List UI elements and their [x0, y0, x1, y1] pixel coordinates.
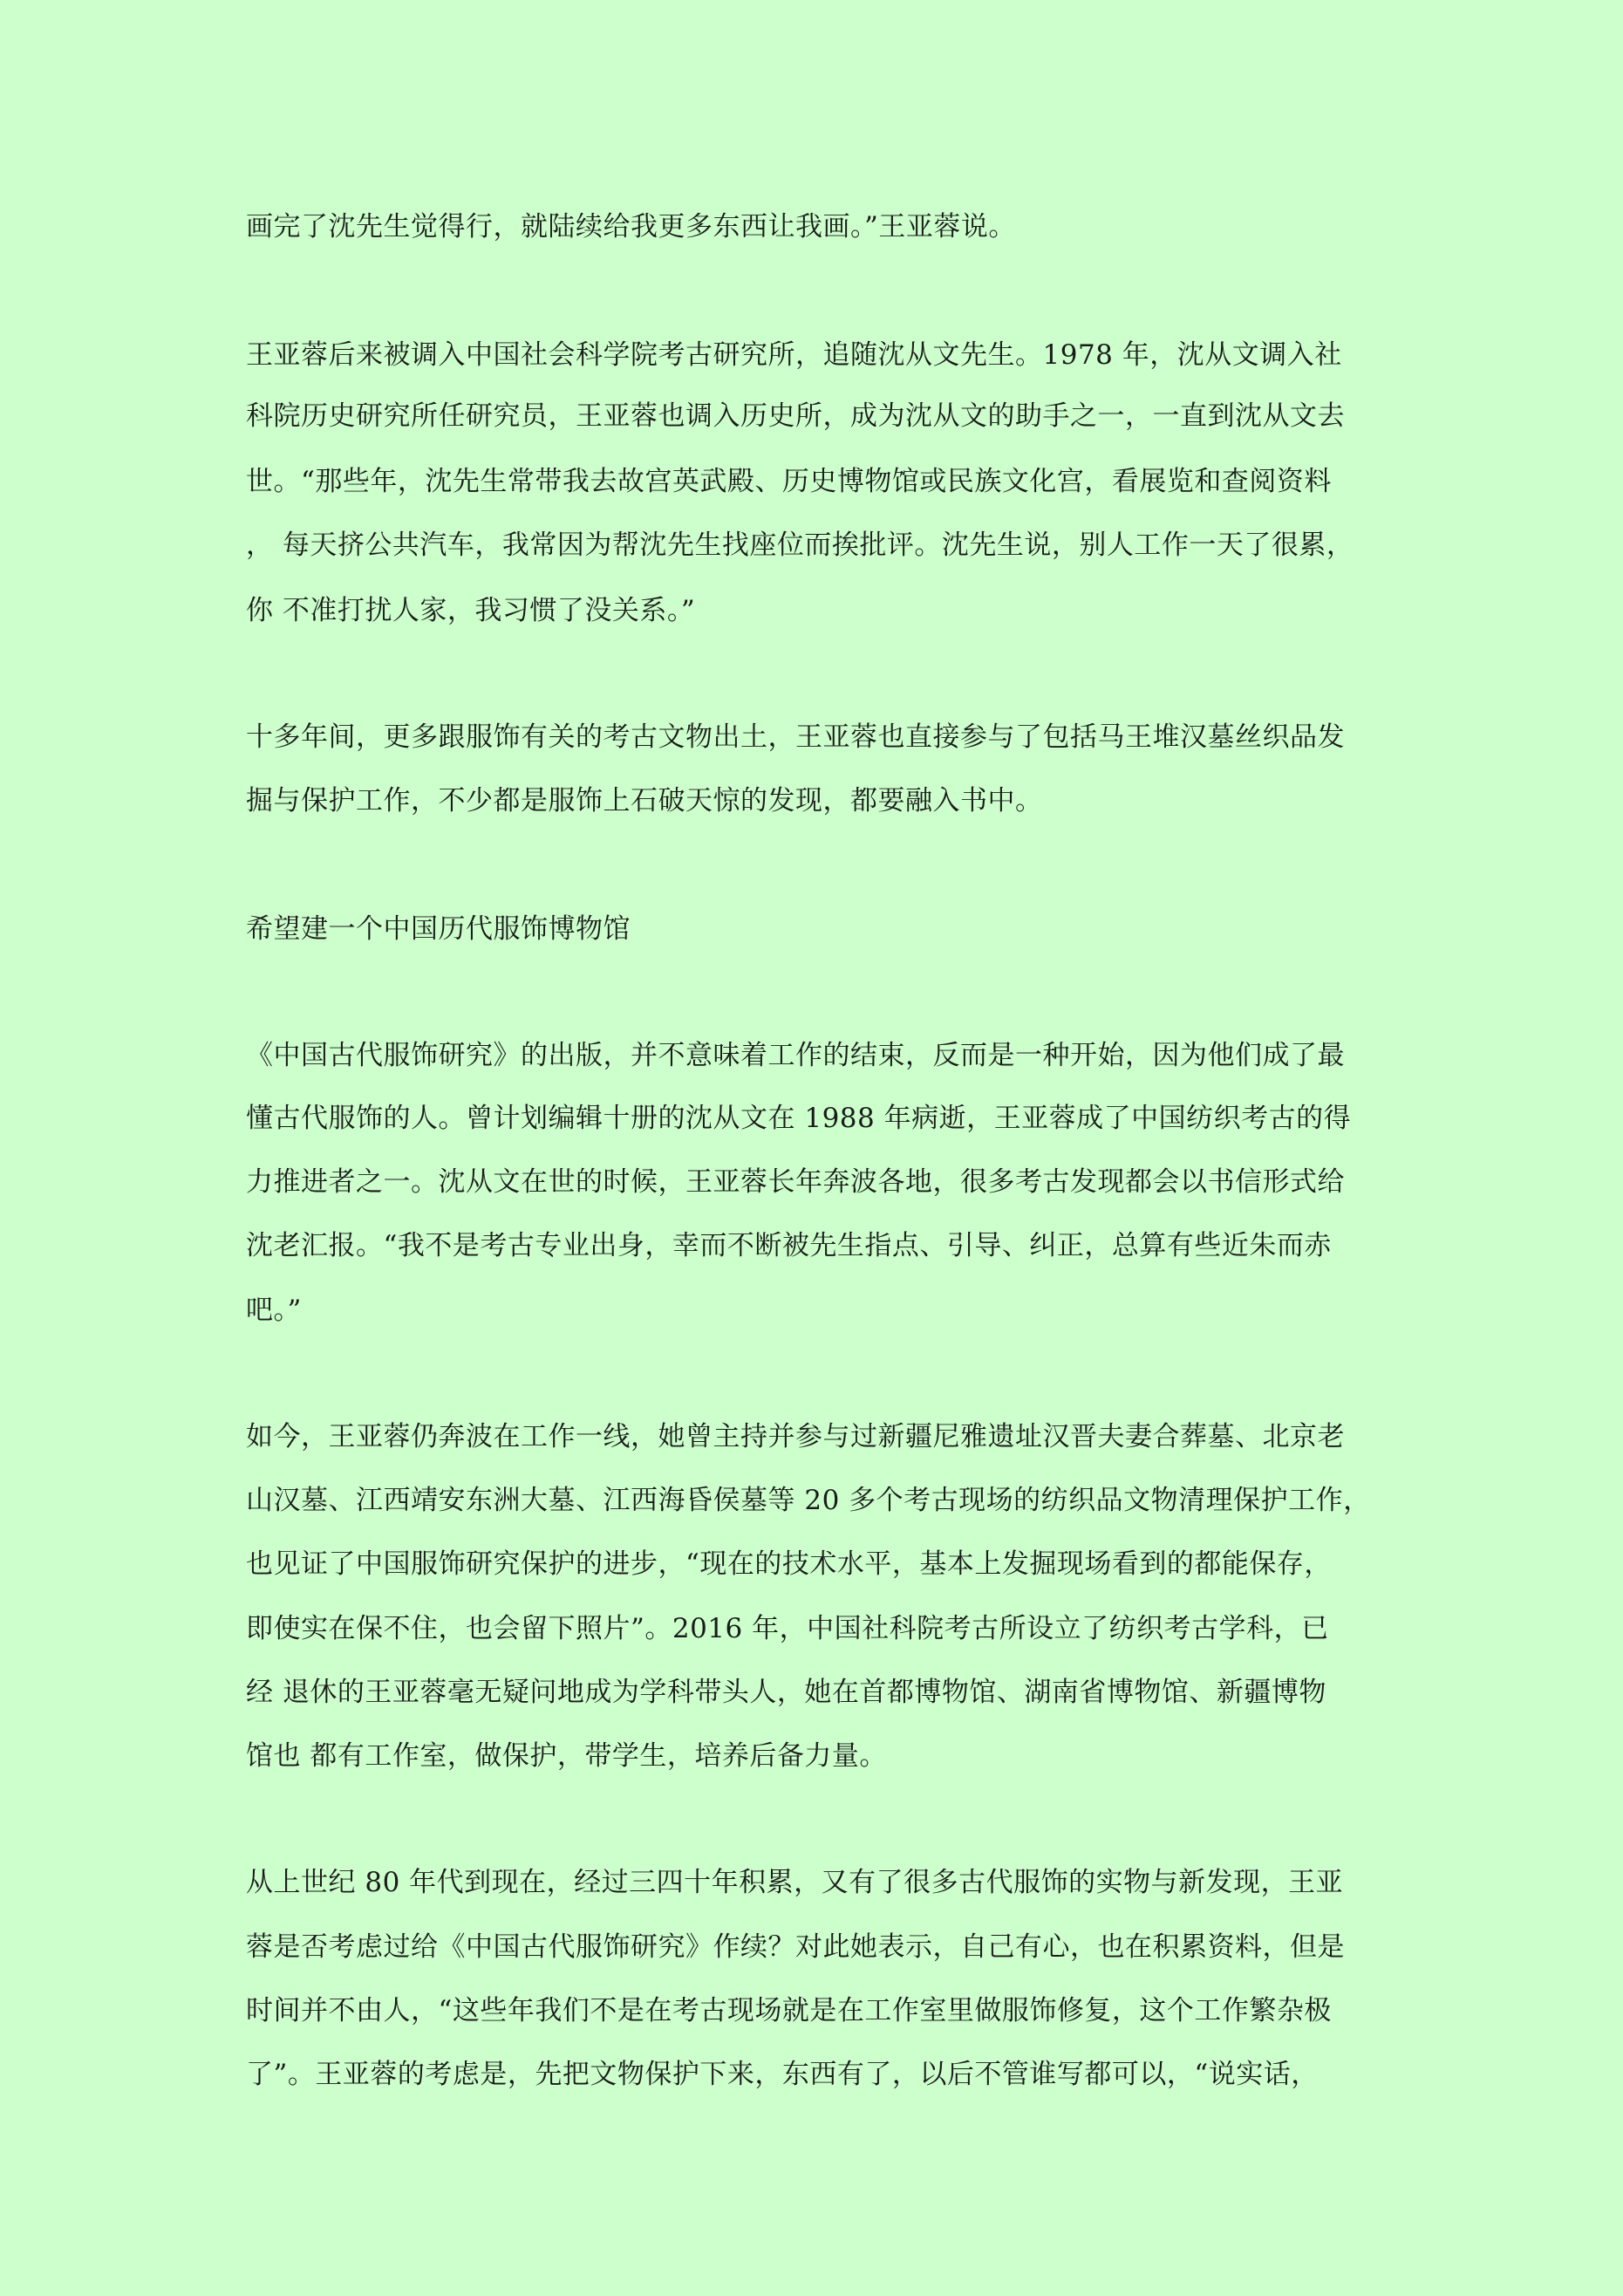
paragraph-line: 了”。王亚蓉的考虑是，先把文物保护下来，东西有了，以后不管谁写都可以，“说实话， [246, 2059, 1319, 2090]
paragraph-line: 从上世纪 80 年代到现在，经过三四十年积累，又有了很多古代服饰的实物与新发现，王亚 [246, 1867, 1344, 1898]
paragraph-line: 馆也 都有工作室，做保护，带学生，培养后备力量。 [246, 1740, 887, 1772]
paragraph-line: 《中国古代服饰研究》的出版，并不意味着工作的结束，反而是一种开始，因为他们成了最 [246, 1040, 1345, 1071]
paragraph-line: 画完了沈先生觉得行，就陆续给我更多东西让我画。”王亚蓉说。 [246, 211, 1016, 243]
paragraph-line: 山汉墓、江西靖安东洲大墓、江西海昏侯墓等 20 多个考古现场的纺织品文物清理保护工作， [246, 1485, 1371, 1516]
paragraph-line: 沈老汇报。“我不是考古专业出身，幸而不断被先生指点、引导、纠正，总算有些近朱而赤 [246, 1230, 1332, 1261]
paragraph-line: 你 不准打扰人家，我习惯了没关系。” [246, 595, 696, 626]
paragraph-line: 十多年间，更多跟服饰有关的考古文物出土，王亚蓉也直接参与了包括马王堆汉墓丝织品发 [246, 721, 1345, 753]
paragraph-line: 科院历史研究所任研究员，王亚蓉也调入历史所，成为沈从文的助手之一，一直到沈从文去 [246, 400, 1345, 432]
paragraph-line: 掘与保护工作，不少都是服饰上石破天惊的发现，都要融入书中。 [246, 785, 1043, 817]
paragraph-line: ， 每天挤公共汽车，我常因为帮沈先生找座位而挨批评。沈先生说，别人工作一天了很累， [246, 530, 1354, 561]
paragraph-line: 世。“那些年，沈先生常带我去故宫英武殿、历史博物馆或民族文化宫，看展览和查阅资料 [246, 466, 1332, 497]
section-heading: 希望建一个中国历代服饰博物馆 [246, 913, 631, 945]
paragraph-line: 懂古代服饰的人。曾计划编辑十册的沈从文在 1988 年病逝，王亚蓉成了中国纺织考古的得 [246, 1103, 1352, 1134]
paragraph-line: 时间并不由人，“这些年我们不是在考古现场就是在工作室里做服饰修复，这个工作繁杂极 [246, 1995, 1332, 2026]
paragraph-line: 也见证了中国服饰研究保护的进步，“现在的技术水平，基本上发掘现场看到的都能保存， [246, 1548, 1332, 1580]
paragraph-line: 即使实在保不住，也会留下照片”。2016 年，中国社科院考古所设立了纺织考古学科，已 [246, 1613, 1329, 1644]
paragraph-line: 经 退休的王亚蓉毫无疑问地成为学科带头人，她在首都博物馆、湖南省博物馆、新疆博物 [246, 1677, 1326, 1708]
paragraph-line: 吧。” [246, 1295, 302, 1326]
paragraph-line: 如今，王亚蓉仍奔波在工作一线，她曾主持并参与过新疆尼雅遗址汉晋夫妻合葬墓、北京老 [246, 1421, 1345, 1452]
paragraph-line: 蓉是否考虑过给《中国古代服饰研究》作续？对此她表示，自己有心，也在积累资料，但是 [246, 1931, 1345, 1963]
paragraph-line: 王亚蓉后来被调入中国社会科学院考古研究所，追随沈从文先生。1978 年，沈从文调入社 [246, 339, 1342, 371]
paragraph-line: 力推进者之一。沈从文在世的时候，王亚蓉长年奔波各地，很多考古发现都会以书信形式给 [246, 1166, 1345, 1198]
